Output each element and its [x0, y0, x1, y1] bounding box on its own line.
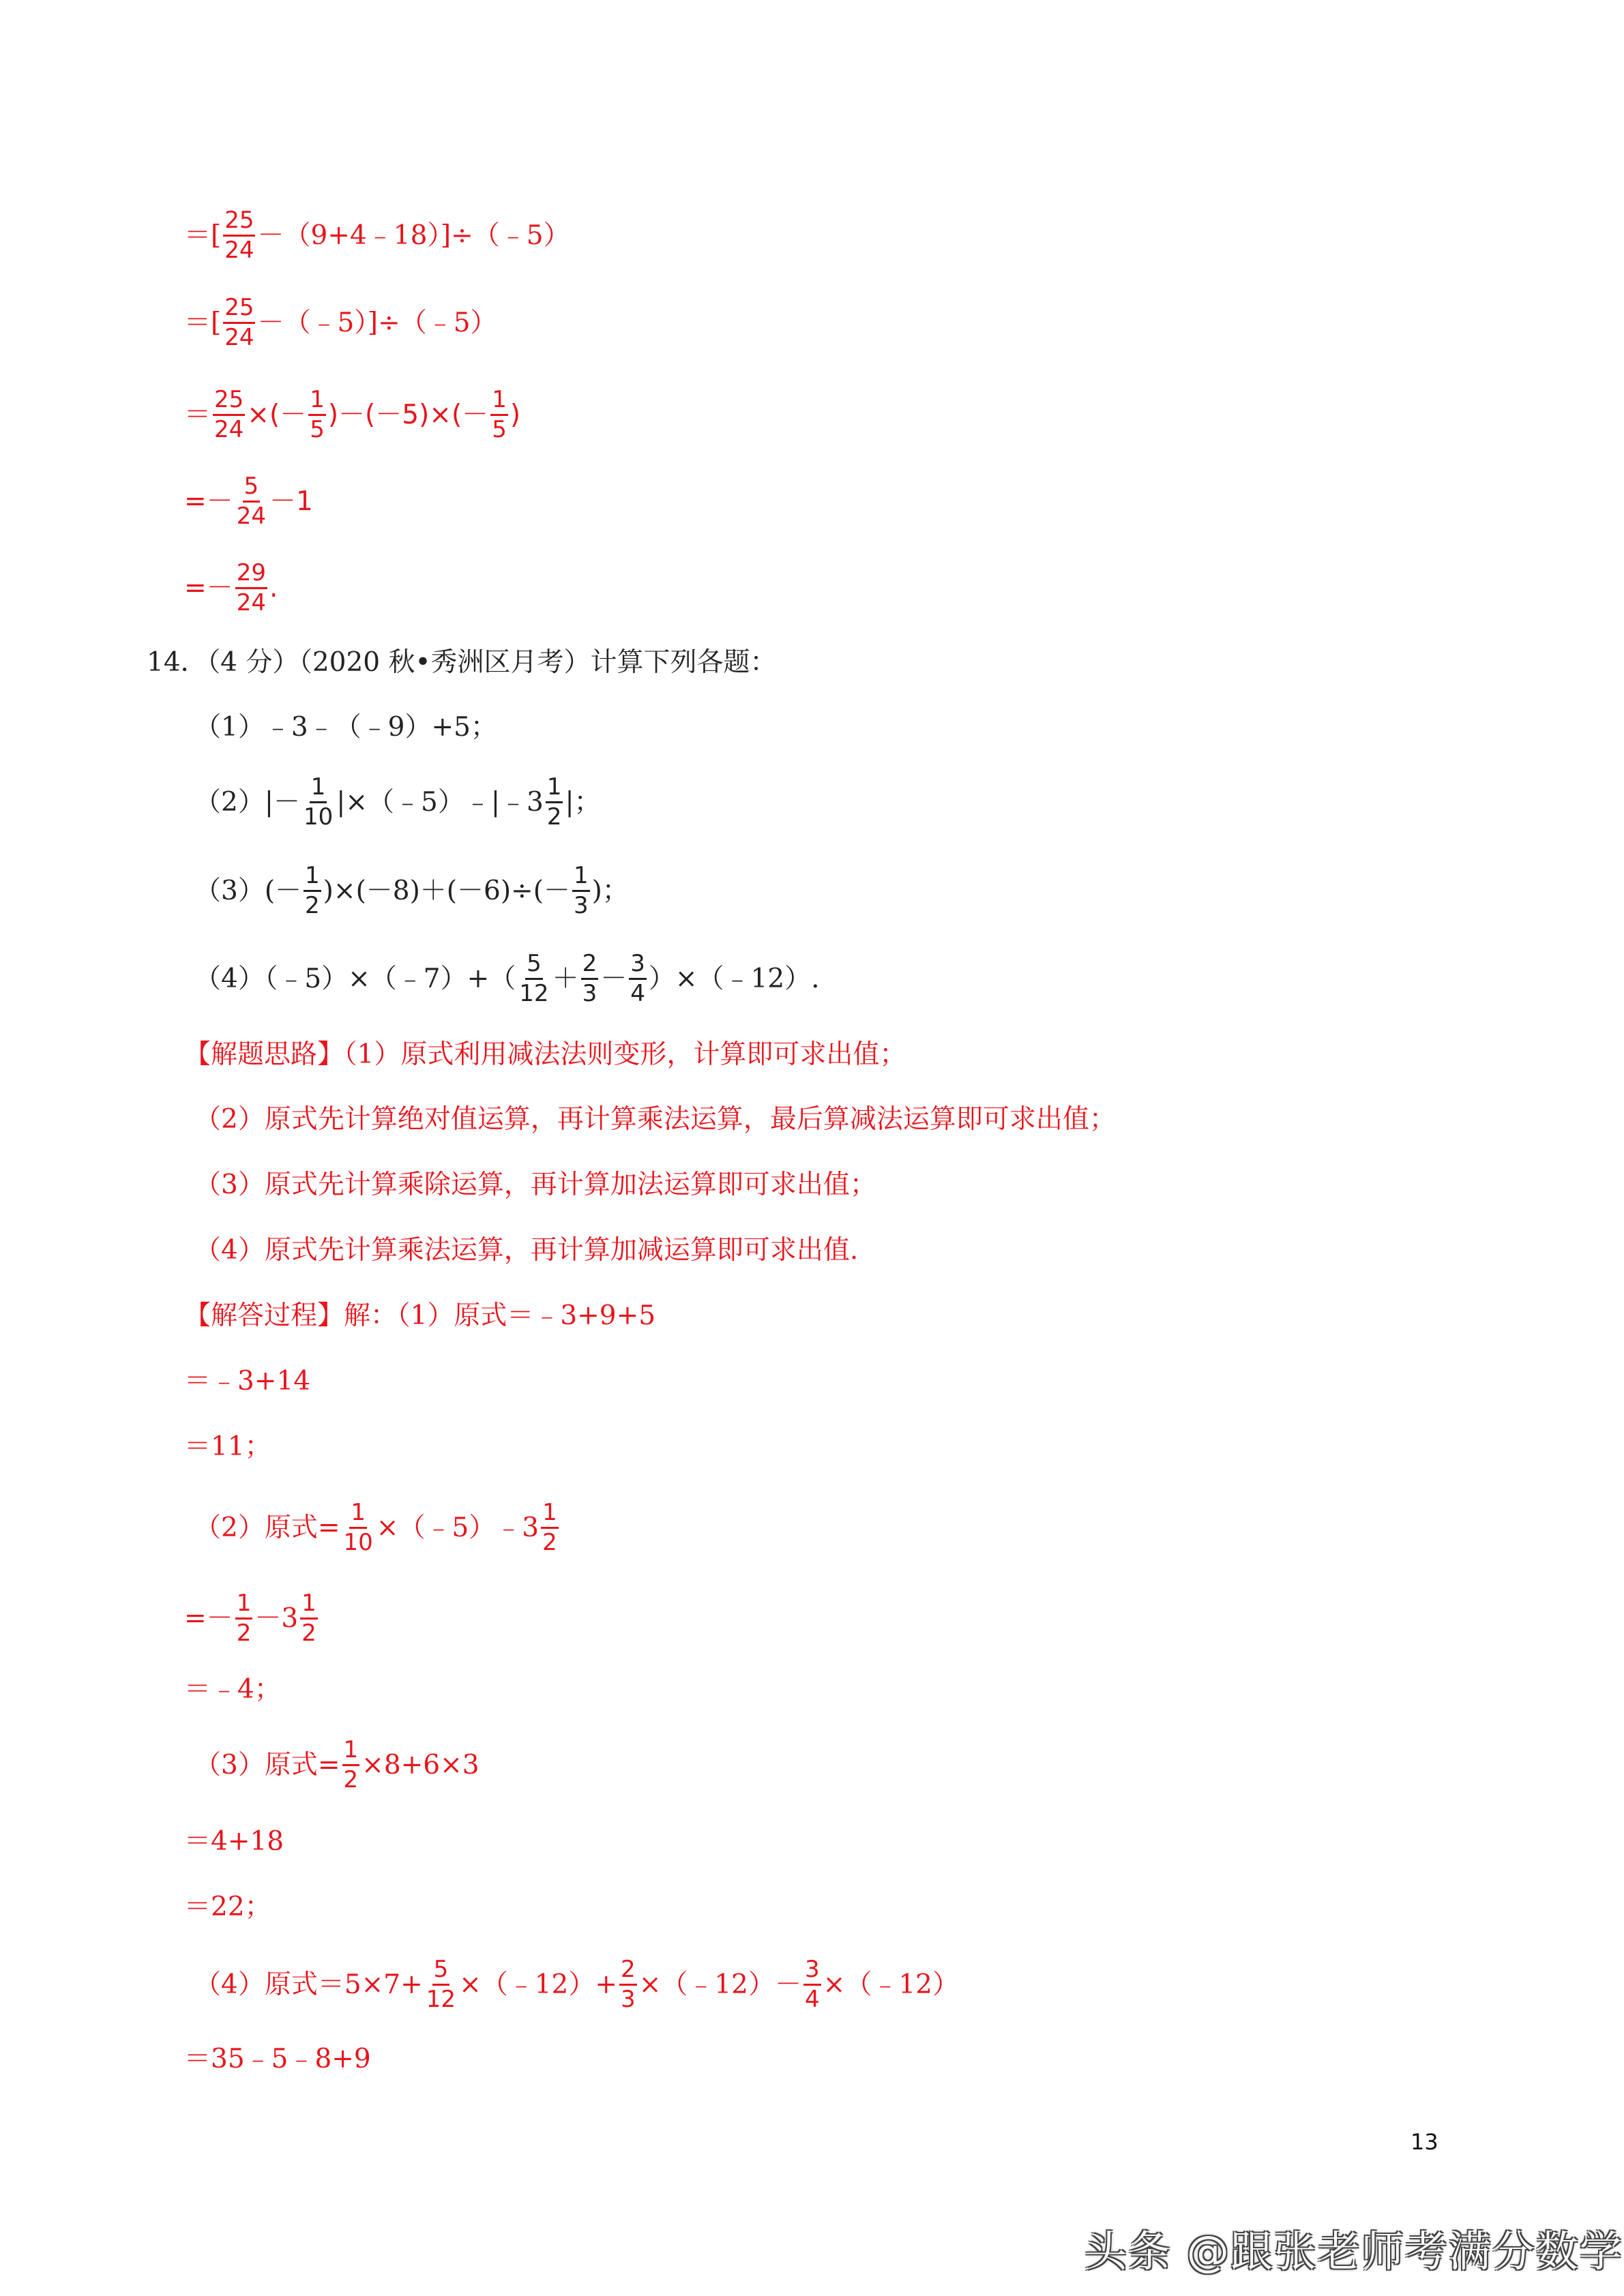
fraction: $\frac{5}{12}$	[426, 1956, 456, 2013]
fraction: $\frac{25}{24}$	[224, 294, 254, 351]
line-text: ×（﹣12）+	[459, 1969, 618, 2000]
solution-line-9: ＝22；	[184, 1892, 271, 1922]
solution-line-8: ＝4+18	[184, 1826, 284, 1857]
line-text: ＝	[184, 399, 211, 430]
question-header: 14．（4 分）（2020 秋•秀洲区月考）计算下列各题：	[147, 647, 777, 678]
hint-line-4: （4）原式先计算乘法运算，再计算加减运算即可求出值.	[194, 1235, 859, 1266]
line-text: ＋	[552, 963, 579, 994]
line-text: ＝[	[184, 220, 222, 251]
line-text: －3	[254, 1602, 299, 1634]
line-text: )－(－5)×(－	[327, 399, 489, 430]
calc-line-2	[184, 295, 497, 350]
fraction: $\frac{3}{4}$	[630, 950, 645, 1007]
line-text: .	[269, 572, 278, 603]
line-text: =－	[184, 1602, 233, 1634]
line-text: ×(－	[247, 399, 307, 430]
solution-line-6: ＝﹣4；	[184, 1674, 281, 1705]
fraction: $\frac{1}{5}$	[310, 386, 325, 443]
solution-line-3: ＝11；	[184, 1431, 271, 1462]
question-part-1: （1）﹣3﹣（﹣9）+5；	[194, 712, 497, 743]
line-text: |×（﹣5）﹣|﹣3	[336, 786, 544, 818]
fraction: $\frac{3}{4}$	[805, 1956, 820, 2013]
line-text: =－	[184, 486, 233, 517]
question-part-3	[194, 863, 629, 918]
calc-line-4	[184, 474, 313, 528]
calc-line-1	[184, 208, 570, 263]
solution-line-1: 【解答过程】解：（1）原式＝﹣3+9+5	[184, 1300, 656, 1331]
line-text: )×(－8)＋(－6)÷(－	[323, 875, 570, 906]
line-text: （2）|－	[194, 786, 300, 818]
line-text: （4）原式＝5×7+	[194, 1969, 423, 2000]
line-text: ×（﹣12）	[823, 1969, 959, 2000]
fraction: $\frac{1}{2}$	[343, 1736, 359, 1793]
fraction: $\frac{25}{24}$	[224, 207, 254, 264]
calc-line-5	[184, 561, 278, 615]
fraction: $\frac{2}{3}$	[621, 1956, 636, 2013]
hint-line-2: （2）原式先计算绝对值运算，再计算乘法运算，最后算减法运算即可求出值；	[194, 1104, 1116, 1135]
calc-line-3	[184, 387, 520, 442]
fraction: $\frac{5}{12}$	[519, 950, 549, 1007]
solution-line-11: ＝35﹣5﹣8+9	[184, 2044, 371, 2074]
hint-line-3: （3）原式先计算乘除运算，再计算加法运算即可求出值；	[194, 1169, 876, 1200]
line-text: （3）原式=	[194, 1749, 340, 1780]
line-text: ×（﹣12）－	[638, 1969, 801, 2000]
line-text: ＝[	[184, 307, 222, 338]
watermark: 头条 @跟张老师考满分数学	[1084, 2226, 1623, 2276]
solution-line-7	[194, 1738, 479, 1792]
line-text: －	[600, 963, 628, 994]
hint-line-1: 【解题思路】（1）原式利用减法法则变形，计算即可求出值；	[184, 1039, 906, 1070]
line-text: －1	[269, 486, 313, 517]
fraction: $\frac{1}{2}$	[542, 1499, 557, 1556]
fraction: $\frac{1}{3}$	[573, 862, 589, 919]
solution-line-5	[184, 1591, 320, 1645]
line-text: －（9+4﹣18）]÷（﹣5）	[257, 220, 570, 251]
fraction: $\frac{29}{24}$	[236, 559, 266, 616]
line-text: （2）原式=	[194, 1512, 340, 1543]
fraction: $\frac{1}{2}$	[301, 1590, 316, 1647]
solution-line-4	[194, 1500, 561, 1555]
line-text: =－	[184, 572, 233, 603]
fraction: $\frac{1}{2}$	[236, 1590, 252, 1647]
fraction: $\frac{1}{2}$	[546, 773, 562, 831]
fraction: $\frac{1}{2}$	[305, 862, 320, 919]
fraction: $\frac{25}{24}$	[214, 386, 244, 443]
line-text: ）×（﹣12）.	[648, 963, 820, 994]
question-part-4	[194, 951, 820, 1006]
line-text: （4）（﹣5）×（﹣7）+（	[194, 963, 516, 994]
line-text: )	[510, 399, 521, 430]
line-text: ×（﹣5）﹣3	[376, 1512, 540, 1543]
solution-line-2: ＝﹣3+14	[184, 1366, 311, 1397]
line-text: |；	[565, 786, 601, 818]
fraction: $\frac{1}{5}$	[492, 386, 507, 443]
fraction: $\frac{2}{3}$	[582, 950, 597, 1007]
line-text: ×8+6×3	[361, 1749, 479, 1780]
fraction: $\frac{5}{24}$	[236, 473, 266, 530]
line-text: （3）(－	[194, 875, 302, 906]
line-text: －（﹣5）]÷（﹣5）	[257, 307, 497, 338]
fraction: $\frac{1}{10}$	[303, 773, 334, 831]
page-number: 13	[1411, 2129, 1438, 2155]
line-text: )；	[591, 875, 629, 906]
fraction: $\frac{1}{10}$	[343, 1499, 373, 1556]
solution-line-10	[194, 1957, 959, 2012]
question-part-2	[194, 775, 601, 829]
